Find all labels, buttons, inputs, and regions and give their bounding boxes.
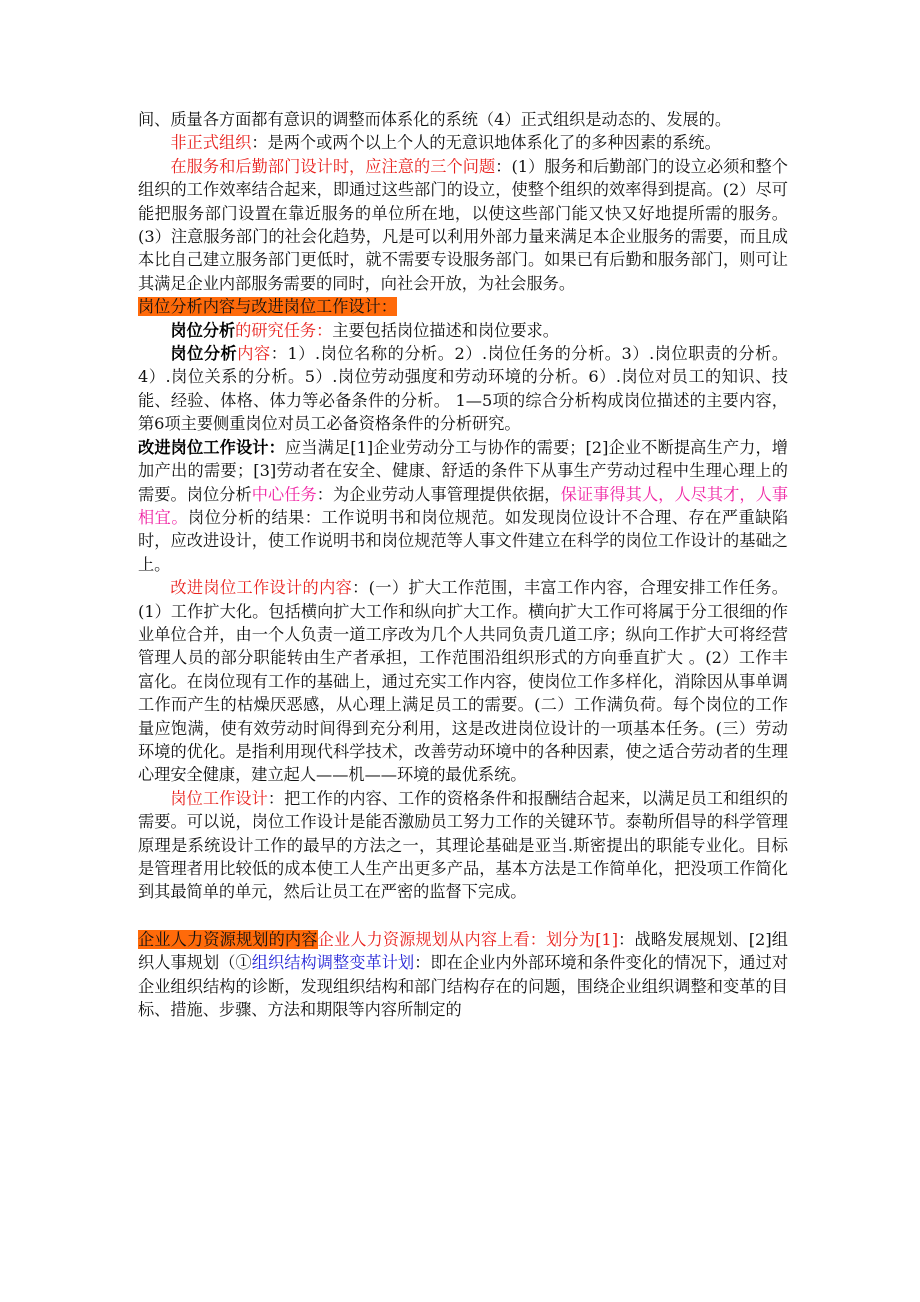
text-run: ：把工作的内容、工作的资格条件和报酬结合起来，以满足员工和组织的需要。可以说，岗位工作设计是能否激励员工努力工作的关键环节。泰勒所倡导的科学管理原理是系统设计工作的最早的方法之一，其理论基础是亚当.斯密提出的职能专业化。目标是管理者用比较低的成本使工人生产出更多产品，基本方法是工作简单化，把没项工作简化到其最简单的单元，然后让员工在严密的监督下完成。 bbox=[138, 788, 789, 902]
text-run-red: 改进岗位工作设计的内容 bbox=[170, 578, 353, 598]
text-run: ：为企业劳动人事管理提供依据， bbox=[316, 484, 561, 504]
text-run-red: 企业人力资源规划从内容上看：划分为[1] bbox=[317, 929, 619, 949]
paragraph bbox=[138, 436, 788, 576]
paragraph bbox=[138, 108, 788, 131]
text-run-red: 岗位工作设计 bbox=[170, 788, 268, 808]
text-run-red: 的研究任务： bbox=[235, 320, 333, 340]
text-run: ：1）.岗位名称的分析。2）.岗位任务的分析。3）.岗位职责的分析。4）.岗位关系的分析。5）.岗位劳动强度和劳动环境的分析。6）.岗位对员工的知识、技能、经验、体格、体力等必备条件的分析。 1—5项的综合分析构成岗位描述的主要内容，第6项主要侧重岗位对员工必备资格条件的分析研究。 bbox=[138, 344, 789, 434]
text-run: ：战略发展规划、[2]组织人事规划（① bbox=[138, 929, 788, 973]
text-run-red: 非正式组织 bbox=[170, 133, 252, 153]
text-run: ：(1）服务和后勤部门的设立必须和整个组织的工作效率结合起来，即通过这些部门的设立，使整个组织的效率得到提高。(2）尽可能把服务部门设置在靠近服务的单位所在地，以使这些部门能又快又好地提所需的服务。(3）注意服务部门的社会化趋势，凡是可以利用外部力量来满足本企业服务的需要，而且成本比自己建立服务部门更低时，就不需要专设服务部门。如果已有后勤和服务部门，则可让其满足企业内部服务需要的同时，向社会开放，为社会服务。 bbox=[138, 156, 788, 293]
text-run-hl: 企业人力资源规划的内容 bbox=[138, 929, 318, 949]
paragraph bbox=[138, 928, 788, 1022]
paragraph bbox=[138, 131, 788, 154]
text-run-red: 内容 bbox=[237, 344, 271, 364]
paragraph bbox=[138, 295, 788, 318]
text-run-hl: 岗位分析内容与改进岗位工作设计： bbox=[138, 297, 397, 317]
paragraph-gap bbox=[138, 904, 788, 928]
paragraph bbox=[138, 319, 788, 342]
document-body bbox=[138, 108, 788, 1021]
paragraph bbox=[138, 155, 788, 295]
text-run: 岗位分析的结果：工作说明书和岗位规范。如发现岗位设计不合理、存在严重缺陷时，应改进设计，使工作说明书和岗位规范等人事文件建立在科学的岗位工作设计的基础之上。 bbox=[138, 507, 789, 574]
text-run-bold: 改进岗位工作设计： bbox=[138, 437, 285, 457]
text-run: 应当满足[1]企业劳动分工与协作的需要；[2]企业不断提高生产力，增加产出的需要；[3]劳动者在安全、健康、舒适的条件下从事生产劳动过程中生理心理上的需要。岗位分析 bbox=[138, 437, 788, 504]
text-run: ：(一）扩大工作范围，丰富工作内容，合理安排工作任务。(1）工作扩大化。包括横向扩大工作和纵向扩大工作。横向扩大工作可将属于分工很细的作业单位合并，由一个人负责一道工序改为几个人共同负责几道工序；纵向工作扩大可将经营管理人员的部分职能转由生产者承担，工作范围沿组织形式的方向垂直扩大 。(2）工作丰富化。在岗位现有工作的基础上，通过充实工作内容，使岗位工作多样化，消除因从事单调工作而产生的枯燥厌恶感，从心理上满足员工的需要。(二）工作满负荷。每个岗位的工作量应饱满，使有效劳动时间得到充分利用，这是改进岗位设计的一项基本任务。(三）劳动环境的优化。是指利用现代科学技术，改善劳动环境中的各种因素，使之适合劳动者的生理心理安全健康，建立起人——机——环境的最优系统。 bbox=[138, 578, 788, 785]
text-run: 主要包括岗位描述和岗位要求。 bbox=[332, 320, 559, 340]
paragraph bbox=[138, 342, 788, 436]
text-run: ：是两个或两个以上个人的无意识地体系化了的多种因素的系统。 bbox=[251, 133, 721, 153]
paragraph bbox=[138, 787, 788, 904]
paragraph bbox=[138, 576, 788, 787]
text-run-bold: 岗位分析 bbox=[170, 344, 238, 364]
text-run: 间、质量各方面都有意识的调整而体系化的系统（4）正式组织是动态的、发展的。 bbox=[138, 110, 732, 129]
text-run-magenta: 保证事得其人，人尽其才，人事相宜。 bbox=[138, 484, 789, 527]
text-run: ：即在企业内外部环境和条件变化的情况下，通过对企业组织结构的诊断，发现组织结构和部门结构存在的问题，围绕企业组织调整和变革的目标、措施、步骤、方法和期限等内容所制定的 bbox=[138, 953, 789, 1020]
text-run-red: 在服务和后勤部门设计时，应注意的三个问题 bbox=[170, 156, 496, 176]
text-run-magenta: 中心任务 bbox=[251, 484, 317, 504]
text-run-blue: 组织结构调整变革计划 bbox=[251, 953, 415, 973]
text-run-bold: 岗位分析 bbox=[170, 320, 236, 340]
